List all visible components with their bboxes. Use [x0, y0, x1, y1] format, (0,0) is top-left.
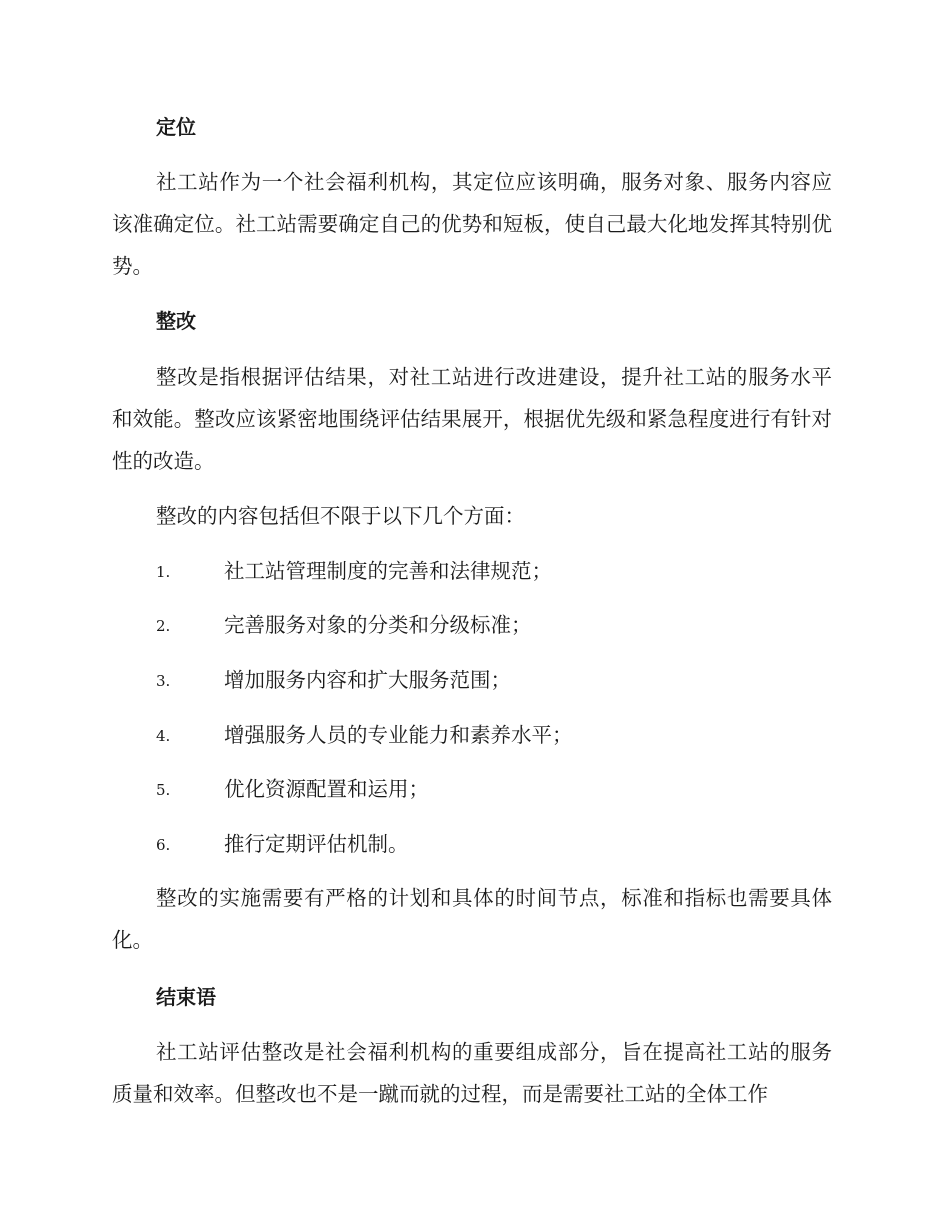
- list-item-number: 1.: [156, 563, 171, 581]
- list-item-text: 优化资源配置和运用；: [224, 777, 429, 801]
- list-item-text: 社工站管理制度的完善和法律规范；: [224, 559, 552, 583]
- list-item-text: 完善服务对象的分类和分级标准；: [224, 613, 532, 637]
- paragraph-rectification-closing: 整改的实施需要有严格的计划和具体的时间节点，标准和指标也需要具体化。: [112, 886, 832, 952]
- paragraph-conclusion: 社工站评估整改是社会福利机构的重要组成部分，旨在提高社工站的服务质量和效率。但整改也不是一蹴而就的过程，而是需要社工站的全体工作: [112, 1040, 832, 1106]
- list-item: [156, 829, 832, 859]
- list-item-number: 4.: [156, 727, 171, 745]
- list-item-text: 增加服务内容和扩大服务范围；: [224, 668, 511, 692]
- section-heading-positioning: 定位: [156, 115, 196, 139]
- list-item-number: 3.: [156, 672, 171, 690]
- paragraph-positioning: 社工站作为一个社会福利机构，其定位应该明确，服务对象、服务内容应该准确定位。社工站需要确定自己的优势和短板，使自己最大化地发挥其特别优势。: [112, 170, 832, 278]
- list-item: [156, 665, 832, 695]
- list-intro: 整改的内容包括但不限于以下几个方面：: [156, 504, 525, 528]
- list-item-text: 推行定期评估机制。: [224, 832, 409, 856]
- list-item: [156, 720, 832, 750]
- list-item: [156, 556, 832, 586]
- list-item-number: 2.: [156, 617, 171, 635]
- section-heading-rectification: 整改: [156, 309, 196, 333]
- list-item-number: 6.: [156, 836, 171, 854]
- list-item-text: 增强服务人员的专业能力和素养水平；: [224, 723, 573, 747]
- list-item: [156, 610, 832, 640]
- section-heading-conclusion: 结束语: [156, 985, 216, 1009]
- list-item-number: 5.: [156, 781, 171, 799]
- list-item: [156, 774, 832, 804]
- paragraph-rectification: 整改是指根据评估结果，对社工站进行改进建设，提升社工站的服务水平和效能。整改应该紧密地围绕评估结果展开，根据优先级和紧急程度进行有针对性的改造。: [112, 365, 832, 473]
